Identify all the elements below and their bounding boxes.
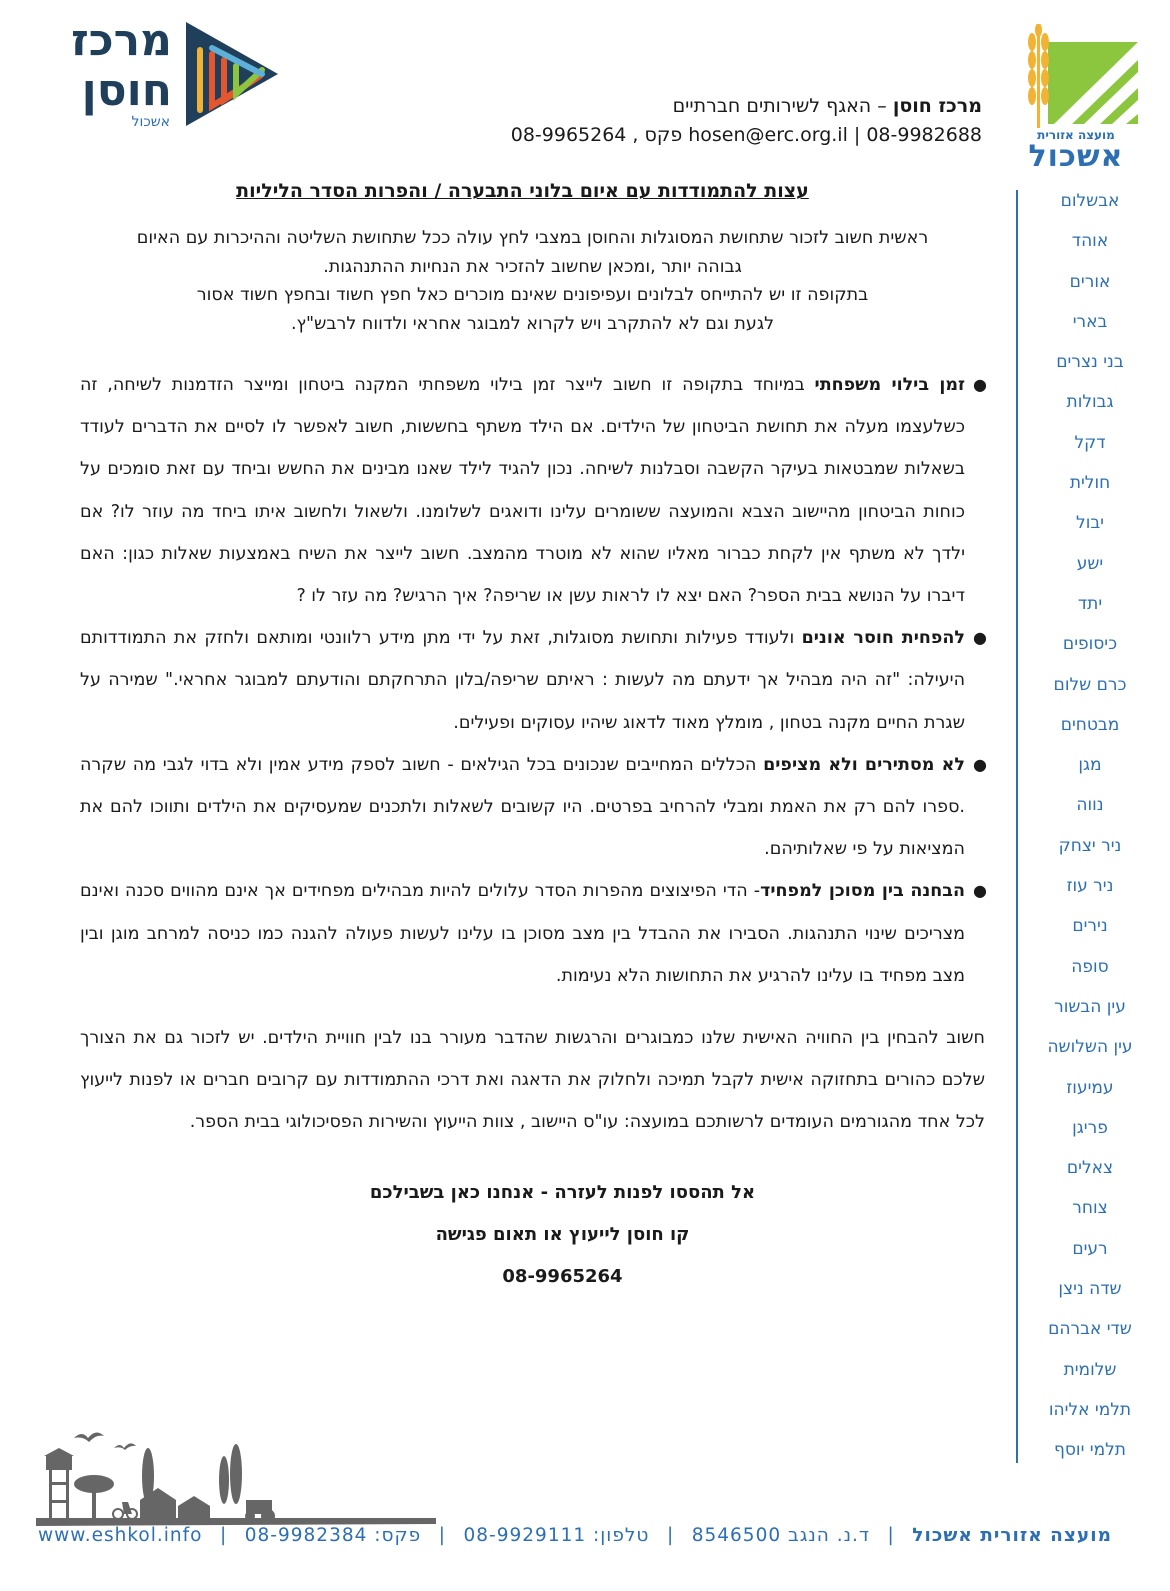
footer-bar (38, 1525, 1112, 1555)
sidebar-item: פריגן (1072, 1117, 1108, 1138)
footer-fax: פקס: 08-9982384 (244, 1525, 422, 1546)
sidebar-item: ניר עוז (1066, 876, 1114, 897)
sidebar-item: יתד (1077, 593, 1103, 614)
footer-separator: | (666, 1525, 675, 1546)
center-logo-line1: מרכז (71, 15, 172, 66)
sidebar-item: שלומית (1063, 1359, 1117, 1380)
tip-text: - הדי הפיצוצים מהפרות הסדר עלולים להיות מבהילים מפחידים אך אינם מהווים סכנה ואינם מצריכים שינוי התנהגות. הסבירו את ההבדל בין מצב מסוכן בו עלינו לעשות פעולה להגנה כמו כניסה למרחב מוגן ובין מצב מפחיד בו עלינו להרגיע את התחושות הלא נעימות. (80, 881, 965, 986)
header-title-bold: מרכז חוסן (892, 95, 982, 117)
tip-item (80, 870, 987, 997)
intro-line: ראשית חשוב לזכור שתחושת המסוגלות והחוסן במצבי לחץ עולה ככל שתחושת השליטה וההיכרות עם האיום (136, 228, 929, 248)
sidebar-item: רעים (1072, 1238, 1108, 1259)
village-landscape-illustration (36, 1422, 436, 1532)
footer-org: מועצה אזורית אשכול (912, 1525, 1112, 1546)
hotline-number: 08-9965264 (502, 1265, 623, 1287)
tip-heading: זמן בילוי משפחתי (814, 375, 966, 395)
sidebar-item: נירים (1072, 916, 1108, 937)
cta-line: אל תהססו לפנות לעזרה - אנחנו כאן בשבילכם (369, 1181, 756, 1203)
sidebar-item: אוהד (1071, 231, 1109, 252)
sidebar-item: ניר יצחק (1058, 835, 1122, 856)
play-triangle-logo-icon (182, 18, 282, 128)
tip-item (80, 744, 987, 871)
settlements-sidebar (1028, 188, 1152, 1478)
sidebar-item: נווה (1076, 795, 1104, 816)
document-body (80, 180, 985, 1298)
sidebar-item: מבטחים (1060, 714, 1120, 735)
center-logo-line2: חוסן (81, 65, 172, 116)
sidebar-item: מגן (1078, 755, 1102, 776)
sidebar-item: גבולות (1066, 392, 1114, 413)
tip-item (80, 364, 987, 617)
sidebar-item: שדי אברהם (1048, 1319, 1132, 1340)
header-title-rest: – האגף לשירותים חברתיים (672, 95, 893, 117)
wheat-field-icon (1012, 24, 1142, 134)
footer-address: ד.נ. הנגב 8546500 (691, 1525, 870, 1546)
tip-heading: לא מסתירים ולא מציפים (763, 754, 965, 775)
tip-text: במיוחד בתקופה זו חשוב לייצר זמן בילוי משפחתי המקנה ביטחון ומייצר הזדמנות לשיחה, זה כשלעצמו מעלה את תחושת הביטחון של הילדים. אם הילד משתף בחששות, חשוב לאפשר לו לסיים את הדברים לעודד בשאלות שמבטאות בעיקר הקשבה וסבלנות לשיחה. נכון להגיד לילד שאנו מבינים את החשש וביחד עם זאת סומכים על כוחות הביטחון מהיישוב הצבא והמועצה ששומרים עלינו ודואגים לשלומנו. ולשאול ולחשוב איתו ביחד מה עוזר לו? אם ילדך לא משתף אין לקחת כברור מאליו שהוא לא מוטרד מהמצב. חשוב לייצר את השיח באמצעות שאלות כגון: האם דיברו על הנושא בבית הספר? האם יצא לו לראות עשן או שריפה? איך הרגיש? מה עזר לו ? (80, 375, 965, 607)
document-title: עצות להתמודדות עם איום בלוני התבערה / והפרות הסדר הליליות (236, 180, 809, 202)
footer-separator: | (887, 1525, 895, 1546)
header-contact: hosen@erc.org.il | 08-9982688 פקס , 08-9965264 (510, 124, 982, 146)
org-logo-line1: מועצה אזורית (1037, 128, 1115, 142)
footer-separator: | (219, 1525, 228, 1546)
sidebar-item: יבול (1076, 513, 1104, 534)
sidebar-item: עין השלושה (1047, 1037, 1133, 1058)
footer-separator: | (438, 1525, 446, 1546)
sidebar-item: דקל (1074, 432, 1106, 453)
center-logo-line3: אשכול (131, 114, 170, 130)
intro-line: לגעת וגם לא להתקרב ויש לקרוא למבוגר אחראי ולדווח לרבש"ץ. (290, 313, 775, 334)
bullet-icon: ● (973, 628, 987, 648)
bullet-icon: ● (973, 375, 987, 394)
sidebar-item: חולית (1069, 473, 1111, 494)
footer-phone: טלפון: 08-9929111 (463, 1525, 650, 1546)
tip-heading: הבחנה בין מסוכן למפחיד (760, 881, 965, 902)
org-logo-line2: אשכול (1028, 139, 1124, 174)
tip-heading: להפחית חוסר אונים (801, 628, 965, 649)
closing-paragraph: חשוב להבחין בין החוויה האישית שלנו כמבוגרים והרגשות שהדבר מעורר בנו לבין חוויית הילדים. יש לזכור גם את הצורך שלכם כהורים בתחזוקה אישית לקבל תמיכה ולחלוק את הדאגה ואת דרכי ההתמודדות עם קרובים חברים או לפנות לייעוץ לכל אחד מהגורמים העומדים לרשותכם במועצה: עו"ס היישוב , צוות הייעוץ והשירות הפסיכולוגי בבית הספר. (80, 1028, 985, 1133)
sidebar-item: אורים (1069, 271, 1111, 292)
sidebar-divider (1016, 190, 1018, 1463)
sidebar-item: צאלים (1066, 1158, 1114, 1179)
sidebar-item: כיסופים (1062, 634, 1118, 655)
cta-line: קו חוסן לייעוץ או תאום פגישה (435, 1223, 690, 1245)
intro-line: בתקופה זו יש להתייחס לבלונים ועפיפונים שאינם מוכרים כאל חפץ חשוד ובחפץ חשוד אסור (196, 285, 869, 305)
sidebar-item: כרם שלום (1053, 674, 1127, 695)
footer-website-link[interactable]: www.eshkol.info (38, 1525, 203, 1546)
sidebar-item: סופה (1071, 956, 1109, 977)
bullet-icon: ● (973, 754, 987, 774)
hosen-center-logo (58, 14, 288, 129)
intro-line: גבוהה יותר ,ומכאן שחשוב להזכיר את הנחיות ההתנהגות. (323, 256, 742, 277)
call-to-action (80, 1172, 985, 1298)
bullet-icon: ● (973, 881, 987, 901)
sidebar-item: בני נצרים (1056, 352, 1124, 373)
sidebar-item: צוחר (1072, 1198, 1108, 1219)
tips-list (80, 364, 985, 997)
sidebar-item: בארי (1072, 311, 1108, 332)
header-title (673, 95, 982, 117)
sidebar-item: שדה ניצן (1058, 1279, 1122, 1300)
sidebar-item: אבשלום (1060, 191, 1120, 211)
tip-item (80, 617, 987, 744)
sidebar-item: תלמי יוסף (1054, 1440, 1126, 1461)
sidebar-item: עמיעוז (1066, 1077, 1114, 1098)
tip-text: הכללים המחייבים שנכונים בכל הגילאים - חשוב לספק מידע אמין ולא בדוי לגבי מה שקרה .ספרו להם רק את האמת ומבלי להרחיב בפרטים. היו קשובים לשאלות ולתכנים שמעסיקים את הילדים ותווכו להם את המציאות על פי שאלותיהם. (80, 754, 965, 860)
intro-paragraph (80, 224, 985, 338)
sidebar-item: עין הבשור (1054, 996, 1126, 1017)
sidebar-item: ישע (1076, 553, 1104, 574)
eshkol-council-logo (1012, 24, 1142, 174)
tip-text: ולעודד פעילות ותחושת מסוגלות, זאת על ידי מתן מידע רלוונטי ומותאם ולחזק את התמודדותם היעילה: "זה היה מבהיל אך ידעתם מה לעשות : ראיתם שריפה/בלון התרחקתם והודעתם למבוגר אחראי." שמירה על שגרת החיים מקנה בטחון , מומלץ מאוד לדאוג שיהיו עסוקים ופעילים. (80, 628, 965, 733)
sidebar-item: תלמי אליהו (1048, 1399, 1132, 1420)
